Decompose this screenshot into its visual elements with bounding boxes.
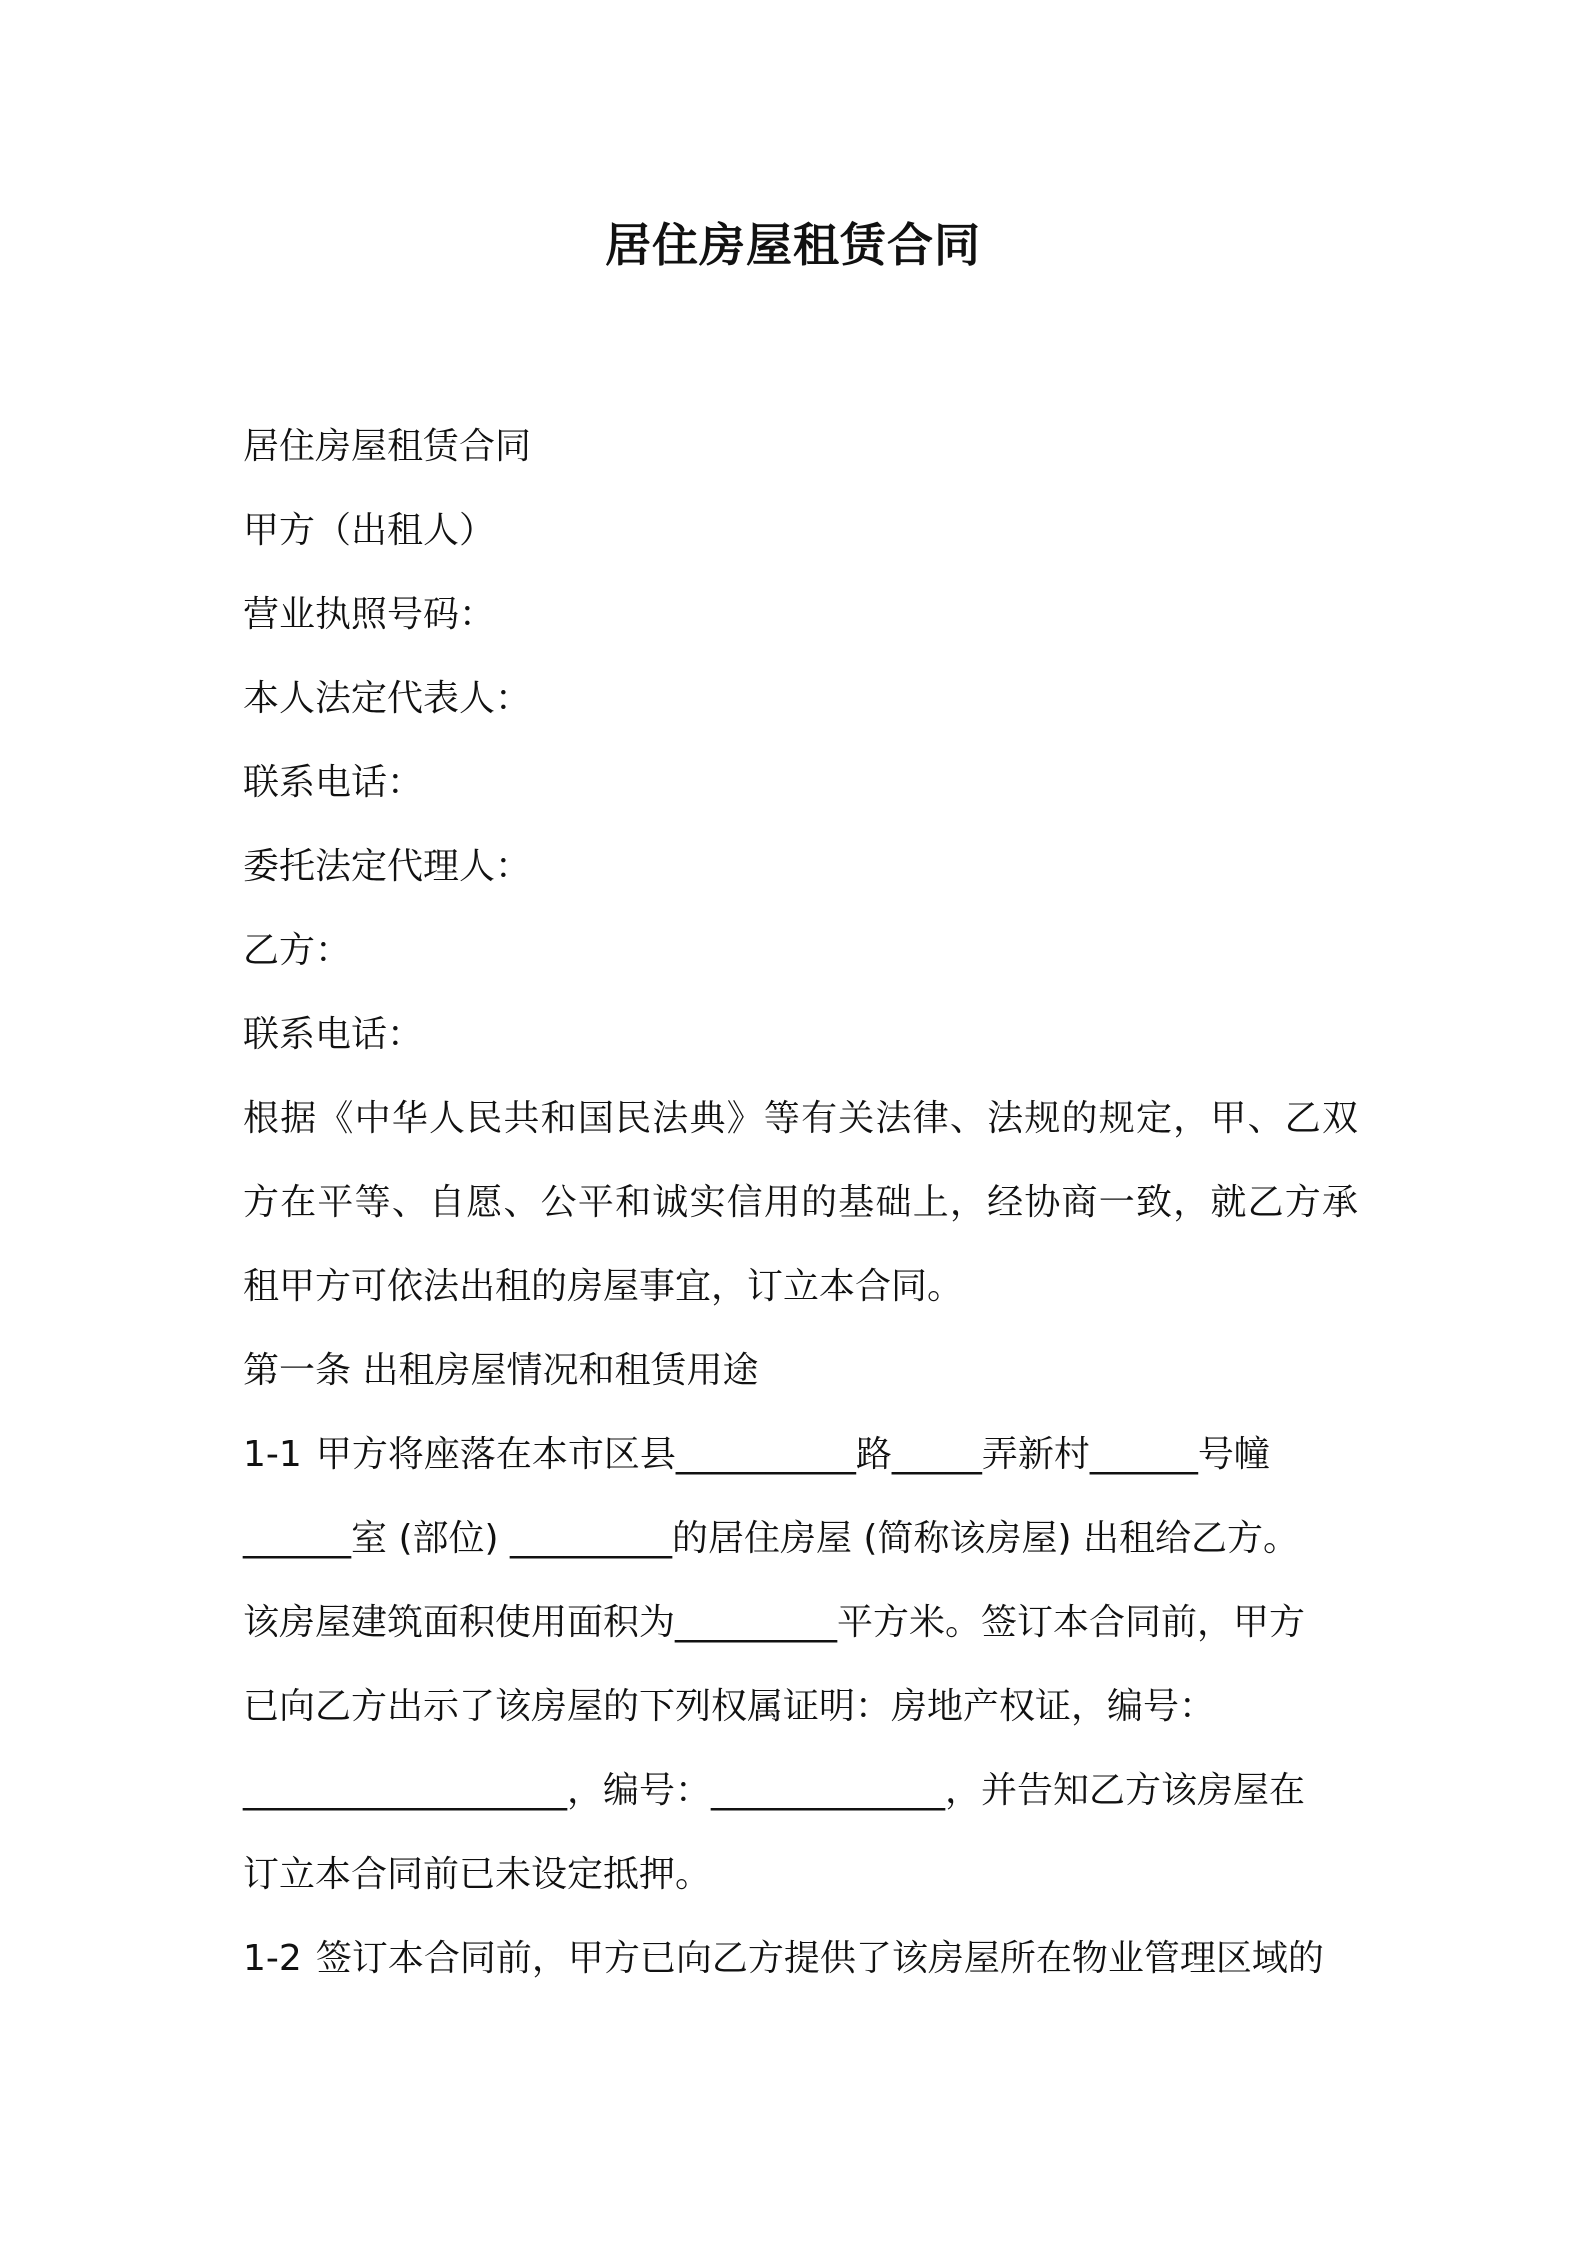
clause-1-1-line-5: __________________，编号：_____________，并告知乙方该房屋在 — [243, 1770, 1306, 1811]
license-number-line: 营业执照号码： — [243, 594, 496, 635]
article-1-heading: 第一条 出租房屋情况和租赁用途 — [243, 1350, 759, 1391]
party-a-line: 甲方（出租人） — [243, 510, 496, 551]
party-b-line: 乙方： — [243, 930, 352, 971]
document-title: 居住房屋租赁合同 — [605, 218, 981, 272]
legal-representative-line: 本人法定代表人： — [243, 678, 532, 719]
clause-text: 签订本合同前，甲方已向乙方提供了该房屋所在物业管理区域的 — [315, 1938, 1324, 1979]
preamble-paragraph: 根据《中华人民共和国民法典》等有关法律、法规的规定，甲、乙双方在平等、自愿、公平和诚实信用的基础上，经协商一致，就乙方承租甲方可依法出租的房屋事宜，订立本合同。 — [243, 1098, 1358, 1307]
clause-1-1-line-4: 已向乙方出示了该房屋的下列权属证明：房地产权证，编号： — [243, 1686, 1216, 1727]
clause-1-1-line-3: 该房屋建筑面积使用面积为_________平方米。签订本合同前，甲方 — [243, 1602, 1306, 1643]
clause-number: 1-2 — [243, 1938, 302, 1979]
agent-line: 委托法定代理人： — [243, 846, 532, 887]
clause-1-1-line-1 — [243, 1413, 1358, 1497]
clause-1-2-line-1 — [243, 1917, 1358, 2001]
contract-name-line: 居住房屋租赁合同 — [243, 426, 532, 467]
clause-1-1-line-2: ______室 (部位) _________的居住房屋 (简称该房屋) 出租给乙方。 — [243, 1518, 1299, 1559]
party-b-phone-line: 联系电话： — [243, 1014, 424, 1055]
clause-number: 1-1 — [243, 1434, 302, 1475]
document-body — [243, 405, 1358, 2001]
party-a-phone-line: 联系电话： — [243, 762, 424, 803]
clause-text: 甲方将座落在本市区县__________路_____弄新村______号幢 — [315, 1434, 1270, 1475]
clause-1-1-line-6: 订立本合同前已未设定抵押。 — [243, 1854, 712, 1895]
